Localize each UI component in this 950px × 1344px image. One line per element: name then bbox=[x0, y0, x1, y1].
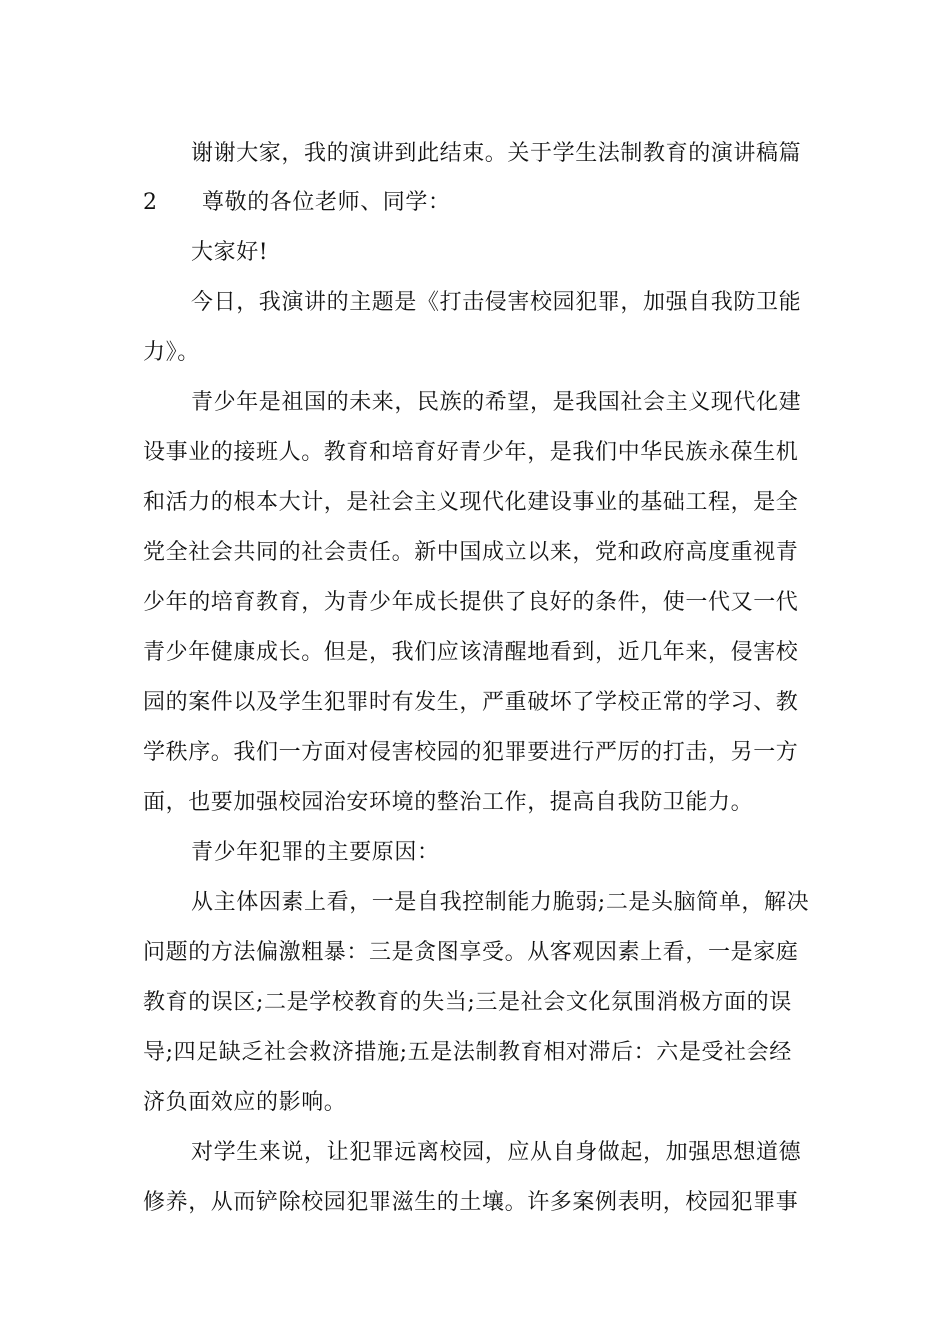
text-line: 修养，从而铲除校园犯罪滋生的土壤。许多案例表明，校园犯罪事 bbox=[143, 1190, 799, 1215]
text-line: 设事业的接班人。教育和培育好青少年，是我们中华民族永葆生机 bbox=[143, 440, 799, 465]
text-line: 导;四足缺乏社会救济措施;五是法制教育相对滞后：六是受社会经 bbox=[143, 1040, 792, 1065]
text-line: 党全社会共同的社会责任。新中国成立以来，党和政府高度重视青 bbox=[143, 540, 799, 565]
text-line: 大家好! bbox=[191, 240, 269, 265]
text-line: 学秩序。我们一方面对侵害校园的犯罪要进行严厉的打击，另一方 bbox=[143, 740, 799, 765]
text-line: 尊敬的各位老师、同学： bbox=[202, 190, 451, 215]
text-line: 青少年健康成长。但是，我们应该清醒地看到，近几年来，侵害校 bbox=[143, 640, 799, 665]
text-line: 少年的培育教育，为青少年成长提供了良好的条件，使一代又一代 bbox=[143, 590, 799, 615]
text-line: 面，也要加强校园治安环境的整治工作，提高自我防卫能力。 bbox=[143, 790, 754, 815]
text-line: 谢谢大家，我的演讲到此结束。关于学生法制教育的演讲稿篇 bbox=[191, 141, 802, 166]
text-line: 今日，我演讲的主题是《打击侵害校园犯罪，加强自我防卫能 bbox=[191, 290, 802, 315]
text-line: 济负面效应的影响。 bbox=[143, 1090, 347, 1115]
text-line: 青少年犯罪的主要原因： bbox=[191, 840, 440, 865]
text-line: 力》。 bbox=[143, 340, 200, 365]
text-line: 对学生来说，让犯罪远离校园，应从自身做起，加强思想道德 bbox=[191, 1140, 802, 1165]
text-line: 从主体因素上看，一是自我控制能力脆弱;二是头脑简单，解决 bbox=[191, 890, 810, 915]
text-line: 青少年是祖国的未来，民族的希望，是我国社会主义现代化建 bbox=[191, 390, 802, 415]
text-line-number: 2 bbox=[143, 190, 157, 215]
text-line: 和活力的根本大计，是社会主义现代化建设事业的基础工程，是全 bbox=[143, 490, 799, 515]
text-line: 教育的误区;二是学校教育的失当;三是社会文化氛围消极方面的误 bbox=[143, 990, 792, 1015]
text-line: 园的案件以及学生犯罪时有发生，严重破坏了学校正常的学习、教 bbox=[143, 690, 799, 715]
text-line: 问题的方法偏激粗暴：三是贪图享受。从客观因素上看，一是家庭 bbox=[143, 940, 799, 965]
